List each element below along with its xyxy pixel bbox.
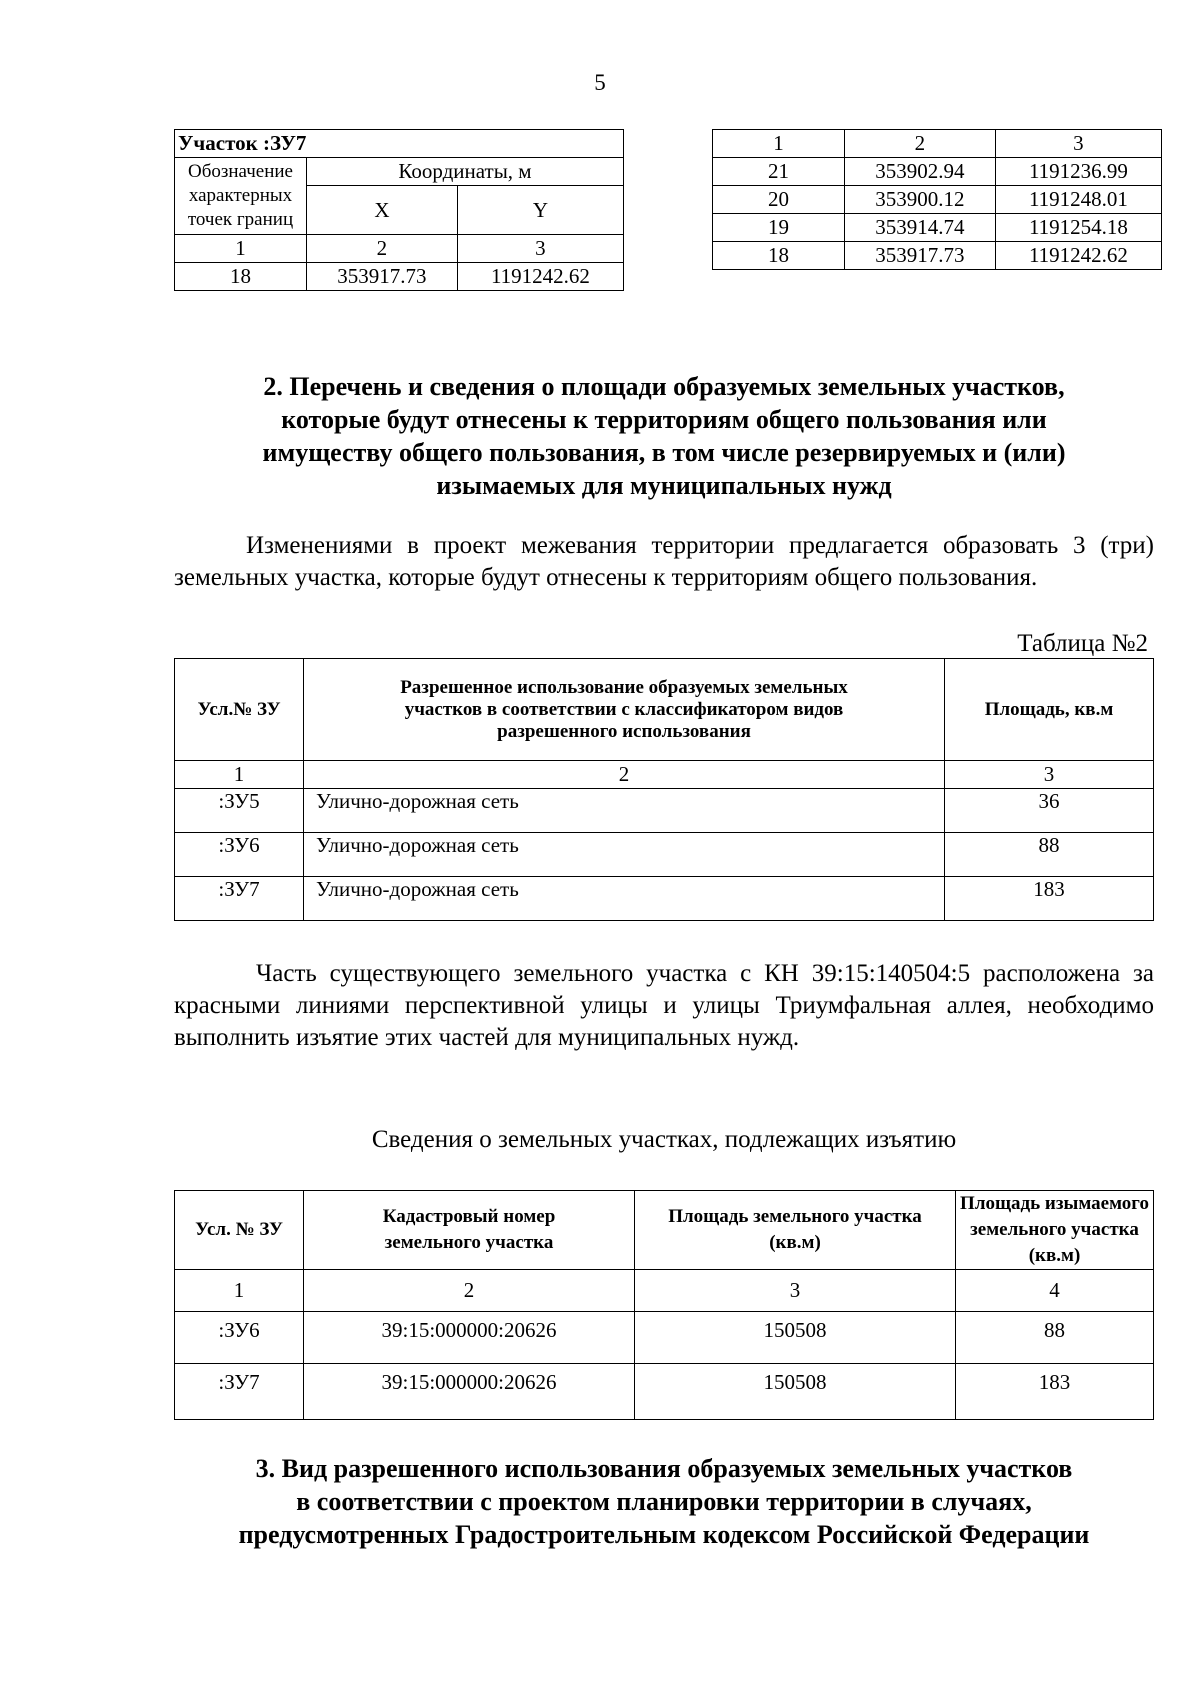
table-cell: :ЗУ7 (175, 877, 304, 921)
col-number: 2 (304, 761, 945, 789)
section-3-heading (174, 1452, 1154, 1551)
table-cell: 1191242.62 (457, 263, 623, 291)
table-cell: 19 (713, 214, 845, 242)
table-row (175, 877, 1154, 921)
table-cell: 183 (945, 877, 1154, 921)
table-3-caption: Сведения о земельных участках, подлежащих изъятию (371, 1126, 957, 1153)
table-2 (174, 658, 1154, 921)
header-coordinates: Координаты, м (307, 158, 624, 186)
table-cell: Улично-дорожная сеть (304, 877, 945, 921)
table-row (175, 235, 624, 263)
header-designation: Обозначение характерных точек границ (175, 158, 307, 235)
col-number: 2 (304, 1270, 635, 1312)
table-cell: 353917.73 (307, 263, 458, 291)
table-row (713, 130, 1162, 158)
table-cell: 1191236.99 (995, 158, 1161, 186)
table-cell: 88 (956, 1312, 1154, 1364)
table-cell: 1191254.18 (995, 214, 1161, 242)
col-number: 3 (995, 130, 1161, 158)
table-cell: 183 (956, 1364, 1154, 1420)
table-row (175, 761, 1154, 789)
zu7-coordinates-table (174, 129, 624, 291)
table-cell: Улично-дорожная сеть (304, 833, 945, 877)
table-cell: :ЗУ5 (175, 789, 304, 833)
table-cell: 1191248.01 (995, 186, 1161, 214)
heading-line: в соответствии с проектом планировки территории в случаях, (296, 1487, 1032, 1516)
table-cell: :ЗУ6 (175, 1312, 304, 1364)
table-cell: Улично-дорожная сеть (304, 789, 945, 833)
table-row (175, 1191, 1154, 1270)
col-number: 3 (635, 1270, 956, 1312)
table-row (175, 659, 1154, 761)
table-cell: 36 (945, 789, 1154, 833)
table-row (713, 214, 1162, 242)
header-cell: Усл.№ ЗУ (175, 659, 304, 761)
table-cell: 353917.73 (845, 242, 996, 270)
heading-line: изымаемых для муниципальных нужд (436, 471, 892, 500)
table-cell: 353902.94 (845, 158, 996, 186)
header-cell: Площадь земельного участка (кв.м) (635, 1191, 956, 1270)
table-row (175, 789, 1154, 833)
table-cell: 39:15:000000:20626 (304, 1364, 635, 1420)
continuation-coordinates-table (712, 129, 1162, 270)
table-row (175, 263, 624, 291)
seizure-paragraph: Часть существующего земельного участка с КН 39:15:140504:5 расположена за красными линиями перспективной улицы и улицы Триумфальная аллея, необходимо выполнить изъятие этих частей для муниципальных нужд. (174, 960, 1154, 1051)
table-cell: 39:15:000000:20626 (304, 1312, 635, 1364)
col-number: 1 (175, 761, 304, 789)
table-title: Участок :ЗУ7 (175, 130, 624, 158)
table-row (175, 1364, 1154, 1420)
col-number: 1 (175, 235, 307, 263)
col-number: 2 (845, 130, 996, 158)
section-2-paragraph: Изменениями в проект межевания территории предлагается образовать 3 (три) земельных участка, которые будут отнесены к территориям общего пользования. (174, 532, 1154, 591)
col-number: 1 (713, 130, 845, 158)
table-cell: 150508 (635, 1312, 956, 1364)
table-cell: 88 (945, 833, 1154, 877)
table-cell: 18 (713, 242, 845, 270)
table-row (713, 242, 1162, 270)
header-cell: Разрешенное использование образуемых земельных участков в соответствии с классификатором видов разрешенного использования (304, 659, 945, 761)
col-number: 1 (175, 1270, 304, 1312)
col-number: 4 (956, 1270, 1154, 1312)
table-row (175, 130, 624, 158)
table-row (175, 1312, 1154, 1364)
heading-line: 2. Перечень и сведения о площади образуемых земельных участков, (263, 372, 1065, 401)
table-cell: 21 (713, 158, 845, 186)
table-row (175, 158, 624, 186)
header-cell: Площадь, кв.м (945, 659, 1154, 761)
section-2-heading (174, 370, 1154, 502)
col-number: 2 (307, 235, 458, 263)
table-cell: 353914.74 (845, 214, 996, 242)
table-2-caption: Таблица №2 (1017, 630, 1148, 657)
table-cell: :ЗУ6 (175, 833, 304, 877)
table-cell: 353900.12 (845, 186, 996, 214)
table-row (713, 158, 1162, 186)
header-cell: Усл. № ЗУ (175, 1191, 304, 1270)
header-cell: Кадастровый номер земельного участка (304, 1191, 635, 1270)
table-row (175, 833, 1154, 877)
table-row (175, 1270, 1154, 1312)
table-row (713, 186, 1162, 214)
col-number: 3 (945, 761, 1154, 789)
heading-line: предусмотренных Градостроительным кодексом Российской Федерации (238, 1520, 1090, 1549)
header-y: Y (457, 186, 623, 235)
page-number: 5 (594, 70, 606, 95)
table-cell: 150508 (635, 1364, 956, 1420)
heading-line: имуществу общего пользования, в том числе резервируемых и (или) (262, 438, 1066, 467)
heading-line: которые будут отнесены к территориям общего пользования или (281, 405, 1047, 434)
table-cell: :ЗУ7 (175, 1364, 304, 1420)
col-number: 3 (457, 235, 623, 263)
header-x: X (307, 186, 458, 235)
header-cell: Площадь изымаемого земельного участка (кв.м) (956, 1191, 1154, 1270)
heading-line: 3. Вид разрешенного использования образуемых земельных участков (255, 1454, 1073, 1483)
table-cell: 20 (713, 186, 845, 214)
table-cell: 1191242.62 (995, 242, 1161, 270)
table-3 (174, 1190, 1154, 1420)
table-cell: 18 (175, 263, 307, 291)
